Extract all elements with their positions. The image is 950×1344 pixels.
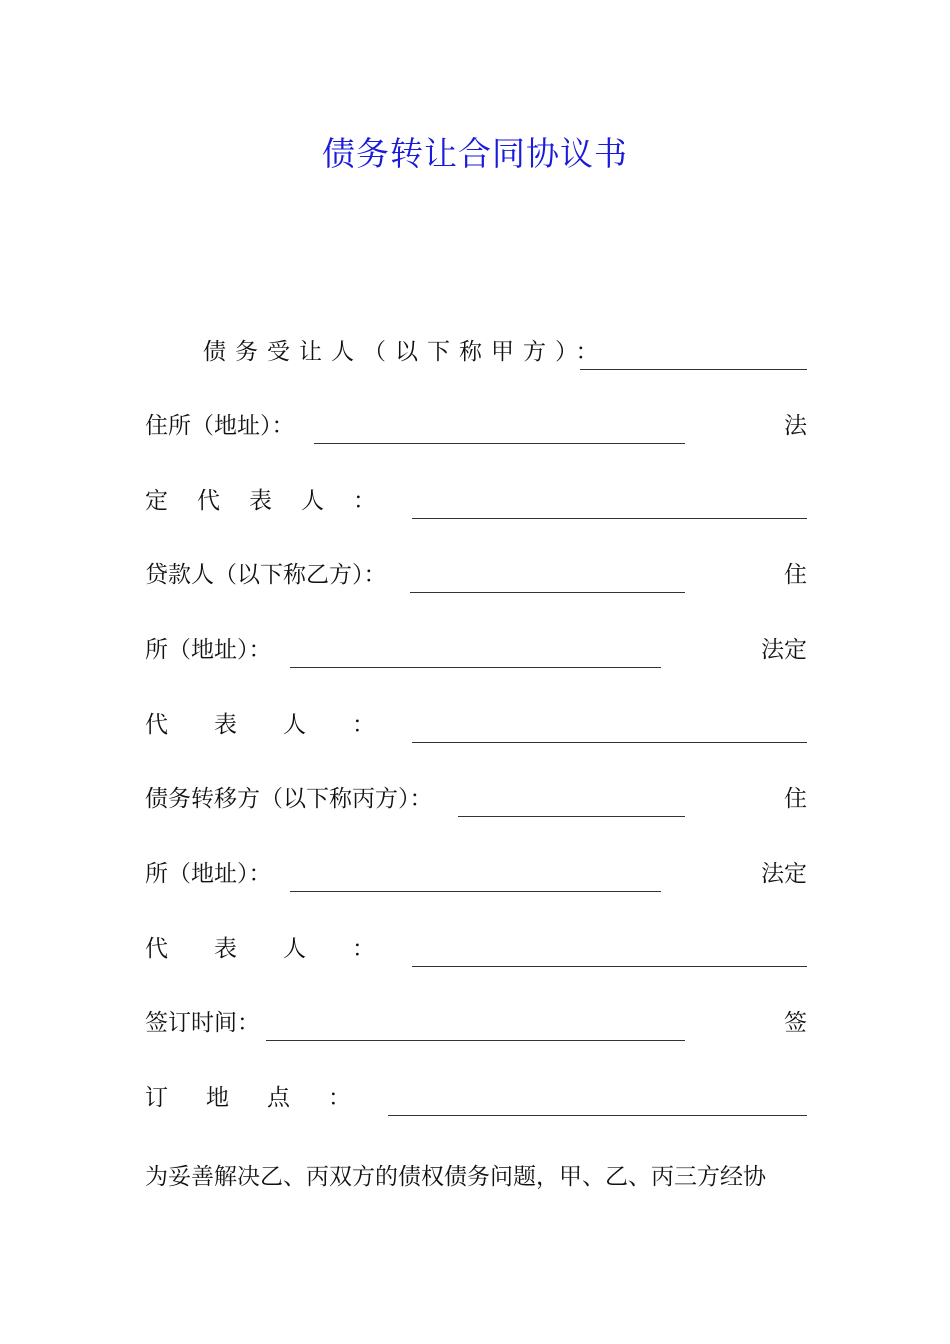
lender-representative-blank[interactable]	[412, 742, 807, 743]
assignee-address-label: 住所（地址）：	[145, 413, 295, 439]
line-assignee-address	[145, 406, 807, 446]
transferor-representative-blank[interactable]	[412, 966, 807, 967]
lender-representative-label: 代表人：	[145, 712, 421, 738]
transferor-tail: 住	[784, 786, 807, 812]
body-paragraph: 为妥善解决乙、丙双方的债权债务问题，甲、乙、丙三方经协	[145, 1164, 766, 1190]
lender-blank[interactable]	[410, 592, 685, 593]
line-lender-address	[145, 630, 807, 670]
line-assignee	[145, 332, 807, 372]
transferor-blank[interactable]	[458, 816, 685, 817]
line-transferor	[145, 779, 807, 819]
line-signing-time	[145, 1003, 807, 1043]
line-lender	[145, 555, 807, 595]
transferor-address-blank[interactable]	[290, 891, 661, 892]
document-title: 债务转让合同协议书	[322, 134, 628, 173]
transferor-address-label: 所（地址）：	[145, 861, 272, 887]
assignee-representative-blank[interactable]	[412, 518, 807, 519]
lender-address-tail: 法定	[761, 637, 807, 663]
assignee-blank[interactable]	[580, 369, 807, 370]
transferor-address-tail: 法定	[761, 861, 807, 887]
lender-label: 贷款人（以下称乙方）：	[145, 562, 387, 588]
line-lender-representative	[145, 705, 807, 745]
assignee-address-tail: 法	[784, 413, 807, 439]
line-transferor-address	[145, 854, 807, 894]
signing-place-label: 订地点：	[145, 1085, 389, 1111]
assignee-label: 债务受让人（以下称甲方）：	[203, 339, 608, 365]
signing-time-label: 签订时间：	[145, 1010, 260, 1036]
assignee-representative-label: 定代表人：	[145, 488, 405, 514]
transferor-representative-label: 代表人：	[145, 936, 421, 962]
lender-address-label: 所（地址）：	[145, 637, 272, 663]
lender-address-blank[interactable]	[290, 667, 661, 668]
signing-time-blank[interactable]	[266, 1040, 685, 1041]
transferor-label: 债务转移方（以下称丙方）：	[145, 786, 433, 812]
assignee-address-blank[interactable]	[314, 443, 685, 444]
line-transferor-representative	[145, 929, 807, 969]
signing-place-blank[interactable]	[388, 1115, 807, 1116]
signing-time-tail: 签	[784, 1010, 807, 1036]
line-signing-place	[145, 1078, 807, 1118]
lender-tail: 住	[784, 562, 807, 588]
line-assignee-representative	[145, 481, 807, 521]
